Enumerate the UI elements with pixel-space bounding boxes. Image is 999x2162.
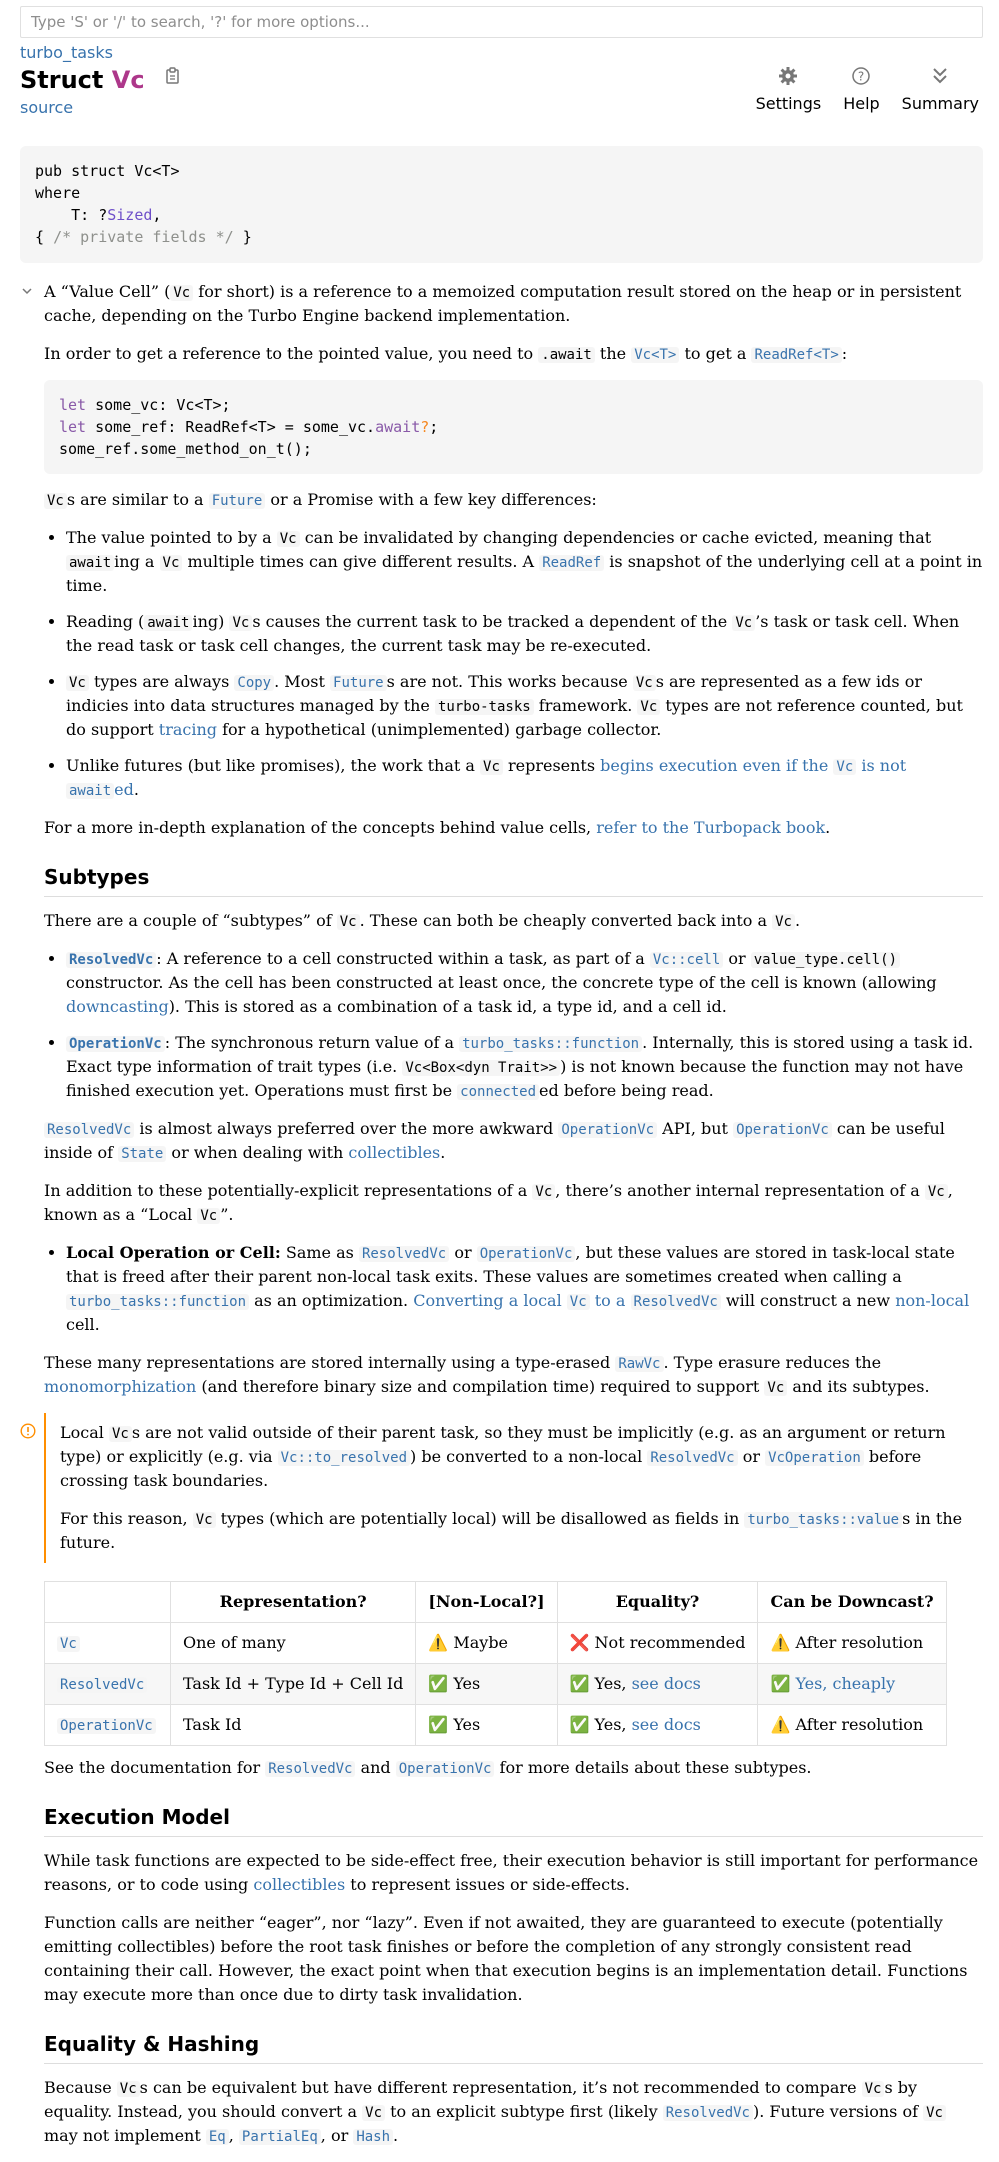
table-cell: Task Id + Type Id + Cell Id: [171, 1664, 416, 1705]
search-input[interactable]: [20, 6, 983, 38]
warning-icon: [20, 1423, 36, 1439]
warning-emoji-icon: ⚠️: [770, 1715, 791, 1734]
table-cell: One of many: [171, 1623, 416, 1664]
subtypes-list: [44, 947, 983, 1103]
equality-hashing-heading[interactable]: Equality & Hashing: [44, 2029, 983, 2064]
intro-paragraph: A “Value Cell” ( Vc for short) is a reference to a memoized computation result stored on the heap or in persistent cache, depending on the Turbo Engine backend implementation.: [44, 282, 962, 325]
resolvedvc-link[interactable]: ResolvedVc: [66, 952, 156, 968]
check-emoji-icon: ✅: [770, 1674, 791, 1693]
eq-trait-link[interactable]: Eq: [206, 2129, 229, 2145]
turbo-tasks-value-link[interactable]: turbo_tasks::value: [744, 1512, 902, 1528]
future-link[interactable]: Future: [330, 675, 387, 691]
state-link[interactable]: State: [118, 1146, 166, 1162]
table-cell: ⚠️ Maybe: [416, 1623, 557, 1664]
cross-emoji-icon: ❌: [569, 1633, 590, 1652]
resolvedvc-link[interactable]: ResolvedVc: [265, 1761, 355, 1777]
turbo-tasks-function-link[interactable]: turbo_tasks::function: [66, 1294, 249, 1310]
equality-paragraph: Because Vc s can be equivalent but have different representation, it’s not recommended to compare Vc s by equality. Instead, you should convert a Vc to an explicit subtype first (likely ResolvedVc ). Future versions of Vc may not implement Eq , PartialEq , or Hash .: [44, 2076, 983, 2148]
yes-cheaply-link[interactable]: Yes, cheaply: [795, 1674, 896, 1693]
resolvedvc-link[interactable]: ResolvedVc: [359, 1246, 449, 1262]
list-item: • The value pointed to by a Vc can be invalidated by changing dependencies or cache evicted, meaning that await ing a Vc multiple times can give different results. A ReadRef is snapshot of the underlying cell at a point in time.: [66, 526, 983, 598]
check-emoji-icon: ✅: [428, 1715, 449, 1734]
table-cell: ⚠️ After resolution: [758, 1705, 946, 1746]
table-cell: ❌ Not recommended: [557, 1623, 758, 1664]
partialeq-trait-link[interactable]: PartialEq: [239, 2129, 321, 2145]
see-docs-link[interactable]: see docs: [631, 1715, 701, 1734]
resolvedvc-link[interactable]: ResolvedVc: [663, 2105, 753, 2121]
item-kind: Struct: [20, 66, 104, 94]
decl-punct: ,: [152, 206, 162, 224]
table-row: [45, 1664, 947, 1705]
table-row: [45, 1705, 947, 1746]
execution-paragraph: Function calls are neither “eager”, nor “lazy”. Even if not awaited, they are guaranteed to execute (potentially emitting collectibles) before the root task finishes or before the completion of any strongly consistent read containing their call. However, the exact point when that execution begins is an implementation detail. Functions may execute more than once due to dirty task invalidation.: [44, 1913, 968, 2004]
decl-comment: /* private fields */: [53, 228, 234, 246]
table-cell: ✅ Yes: [416, 1664, 557, 1705]
copy-path-icon[interactable]: [163, 66, 183, 86]
decl-punct: }: [233, 228, 252, 246]
see-docs-paragraph: See the documentation for ResolvedVc and OperationVc for more details about these subtypes.: [44, 1758, 812, 1777]
collectibles-link[interactable]: collectibles: [348, 1143, 441, 1162]
table-cell: ✅ Yes: [416, 1705, 557, 1746]
warning-emoji-icon: ⚠️: [428, 1633, 449, 1652]
column-header: Equality?: [557, 1582, 758, 1623]
decl-line: pub struct Vc<T>: [35, 162, 180, 180]
connect-link[interactable]: connected: [457, 1084, 539, 1100]
converting-local-link[interactable]: Converting a local Vc to a ResolvedVc: [413, 1291, 721, 1310]
operationvc-link[interactable]: OperationVc: [57, 1718, 156, 1734]
copy-trait-link[interactable]: Copy: [234, 675, 274, 691]
table-cell: ⚠️ After resolution: [758, 1623, 946, 1664]
monomorphization-link[interactable]: monomorphization: [44, 1377, 197, 1396]
future-link[interactable]: Future: [209, 493, 266, 509]
sized-trait-link[interactable]: Sized: [107, 206, 153, 224]
rawvc-link[interactable]: RawVc: [615, 1356, 663, 1372]
execution-model-heading[interactable]: Execution Model: [44, 1802, 983, 1837]
crate-breadcrumb-link[interactable]: turbo_tasks: [20, 43, 113, 62]
example-code-block: let some_vc: Vc<T>; let some_ref: ReadRef<T> = some_vc.await?; some_ref.some_method_on_t();: [44, 380, 983, 474]
local-list: [44, 1241, 983, 1337]
toolbar: [756, 66, 979, 116]
list-item: • Unlike futures (but like promises), the work that a Vc represents begins execution even if the Vc is not await ed.: [66, 754, 983, 802]
resolvedvc-link[interactable]: ResolvedVc: [57, 1677, 147, 1693]
struct-declaration: [20, 146, 983, 263]
table-cell: ✅ Yes, see docs: [557, 1664, 758, 1705]
operationvc-link[interactable]: OperationVc: [66, 1036, 165, 1052]
list-item: • Vc types are always Copy . Most Future s are not. This works because Vc s are represented as a few ids or indicies into data structures managed by the turbo-tasks framework. Vc types are not reference counted, but do support tracing for a hypothetical (unimplemented) garbage collector.: [66, 670, 983, 742]
settings-label: Settings: [755, 94, 822, 113]
source-link[interactable]: source: [20, 98, 74, 117]
vc-link[interactable]: Vc<T>: [631, 347, 679, 363]
help-icon: [851, 66, 871, 86]
downcasting-link[interactable]: downcasting: [66, 997, 169, 1016]
warning-emoji-icon: ⚠️: [770, 1633, 791, 1652]
collectibles-link[interactable]: collectibles: [253, 1875, 346, 1894]
list-item: • ResolvedVc : A reference to a cell constructed within a task, as part of a Vc::cell or value_type.cell() constructor. As the cell has been constructed at least once, the concrete type of the cell is known (allowing downcasting). This is stored as a combination of a task id, a type id, and a cell id.: [66, 947, 983, 1019]
erasure-paragraph: These many representations are stored internally using a type-erased RawVc . Type erasure reduces the monomorphization (and therefore binary size and compilation time) required to support Vc and its subtypes.: [44, 1353, 930, 1396]
resolvedvc-link[interactable]: ResolvedVc: [647, 1450, 737, 1466]
indepth-paragraph: For a more in-depth explanation of the concepts behind value cells, refer to the Turbopack book.: [44, 818, 831, 837]
await-paragraph: In order to get a reference to the pointed value, you need to .await the Vc<T> to get a ReadRef<T> :: [44, 344, 848, 363]
readref-link[interactable]: ReadRef<T>: [751, 347, 841, 363]
chevron-double-down-icon: [930, 66, 950, 86]
table-row: [45, 1623, 947, 1664]
turbopack-book-link[interactable]: refer to the Turbopack book: [596, 818, 826, 837]
settings-button[interactable]: [756, 66, 822, 116]
warning-paragraph: For this reason, Vc types (which are potentially local) will be disallowed as fields in turbo_tasks::value s in the future.: [60, 1509, 963, 1552]
check-emoji-icon: ✅: [569, 1674, 590, 1693]
column-header: [45, 1582, 171, 1623]
list-item: • Reading ( await ing) Vc s causes the current task to be tracked a dependent of the Vc ’s task or task cell. When the read task or task cell changes, the current task may be re-executed.: [66, 610, 983, 658]
check-emoji-icon: ✅: [428, 1674, 449, 1693]
readref-link[interactable]: ReadRef: [539, 555, 604, 571]
subtypes-heading[interactable]: Subtypes: [44, 862, 983, 897]
warning-callout: [44, 1413, 983, 1563]
tracing-link[interactable]: tracing: [158, 720, 218, 739]
resolvedvc-link[interactable]: ResolvedVc: [44, 1122, 134, 1138]
list-item: • Local Operation or Cell: Same as ResolvedVc or OperationVc , but these values are stored in task-local state that is freed after their parent non-local task exits. These values are sometimes created when calling a turbo_tasks::function as an optimization. Converting a local Vc to a ResolvedVc will construct a new non-local cell.: [66, 1241, 983, 1337]
svg-text:?: ?: [858, 69, 865, 84]
table-header-row: [45, 1582, 947, 1623]
collapse-docs-toggle[interactable]: [20, 284, 34, 298]
operationvc-link[interactable]: OperationVc: [477, 1246, 576, 1262]
help-label: Help: [843, 94, 880, 113]
warning-paragraph: Local Vc s are not valid outside of their parent task, so they must be implicitly (e.g. as an argument or return type) or explicitly (e.g. via Vc::to_resolved ) be converted to a non-local ResolvedVc or VcOperation before crossing task boundaries.: [60, 1423, 946, 1490]
similar-paragraph: Vc s are similar to a Future or a Promise with a few key differences:: [44, 488, 983, 512]
differences-list: [44, 526, 983, 802]
decl-line: T: ?: [35, 206, 108, 224]
help-button[interactable]: [843, 66, 879, 116]
table-cell: [758, 1664, 946, 1705]
docblock: [44, 280, 983, 2162]
preference-paragraph: ResolvedVc is almost always preferred over the more awkward OperationVc API, but OperationVc can be useful inside of State or when dealing with collectibles.: [44, 1119, 945, 1162]
column-header: Representation?: [171, 1582, 416, 1623]
gear-icon: [778, 66, 798, 86]
search-bar: [20, 6, 983, 38]
see-docs-link[interactable]: see docs: [631, 1674, 701, 1693]
operationvc-link[interactable]: OperationVc: [558, 1122, 657, 1138]
summary-label: Summary: [901, 94, 979, 113]
item-name: Vc: [111, 66, 145, 94]
to-resolved-link[interactable]: Vc::to_resolved: [278, 1450, 410, 1466]
begins-execution-link[interactable]: begins execution even if the Vc is not await ed: [66, 756, 906, 799]
hash-trait-link[interactable]: Hash: [353, 2129, 393, 2145]
non-local-link[interactable]: non-local: [895, 1291, 970, 1310]
table-cell: Task Id: [171, 1705, 416, 1746]
turbo-tasks-function-link[interactable]: turbo_tasks::function: [459, 1036, 642, 1052]
page-title: [20, 62, 183, 98]
subtypes-table: [44, 1581, 947, 1746]
summary-button[interactable]: [902, 66, 979, 116]
vc-cell-link[interactable]: Vc::cell: [650, 952, 723, 968]
operationvc-link[interactable]: OperationVc: [733, 1122, 832, 1138]
check-emoji-icon: ✅: [569, 1715, 590, 1734]
subtypes-intro: There are a couple of “subtypes” of Vc . These can both be cheaply converted back into a Vc .: [44, 911, 801, 930]
vc-link[interactable]: Vc: [57, 1636, 80, 1652]
decl-line: where: [35, 184, 81, 202]
operationvc-link[interactable]: OperationVc: [396, 1761, 495, 1777]
decl-punct: {: [35, 228, 54, 246]
table-cell: ✅ Yes, see docs: [557, 1705, 758, 1746]
column-header: [Non-Local?]: [416, 1582, 557, 1623]
vcoperation-link[interactable]: VcOperation: [765, 1450, 864, 1466]
local-intro-paragraph: In addition to these potentially-explicit representations of a Vc , there’s another internal representation of a Vc , known as a “Local Vc ”.: [44, 1181, 953, 1224]
list-item: • OperationVc : The synchronous return value of a turbo_tasks::function . Internally, this is stored using a task id. Exact type information of trait types (i.e. Vc<Box<dyn Trait>> ) is not known because the function may not have finished execution yet. Operations must first be connected ed before being read.: [66, 1031, 983, 1103]
column-header: Can be Downcast?: [758, 1582, 946, 1623]
execution-paragraph: While task functions are expected to be side-effect free, their execution behavior is still important for performance reasons, or to code using collectibles to represent issues or side-effects.: [44, 1851, 979, 1894]
